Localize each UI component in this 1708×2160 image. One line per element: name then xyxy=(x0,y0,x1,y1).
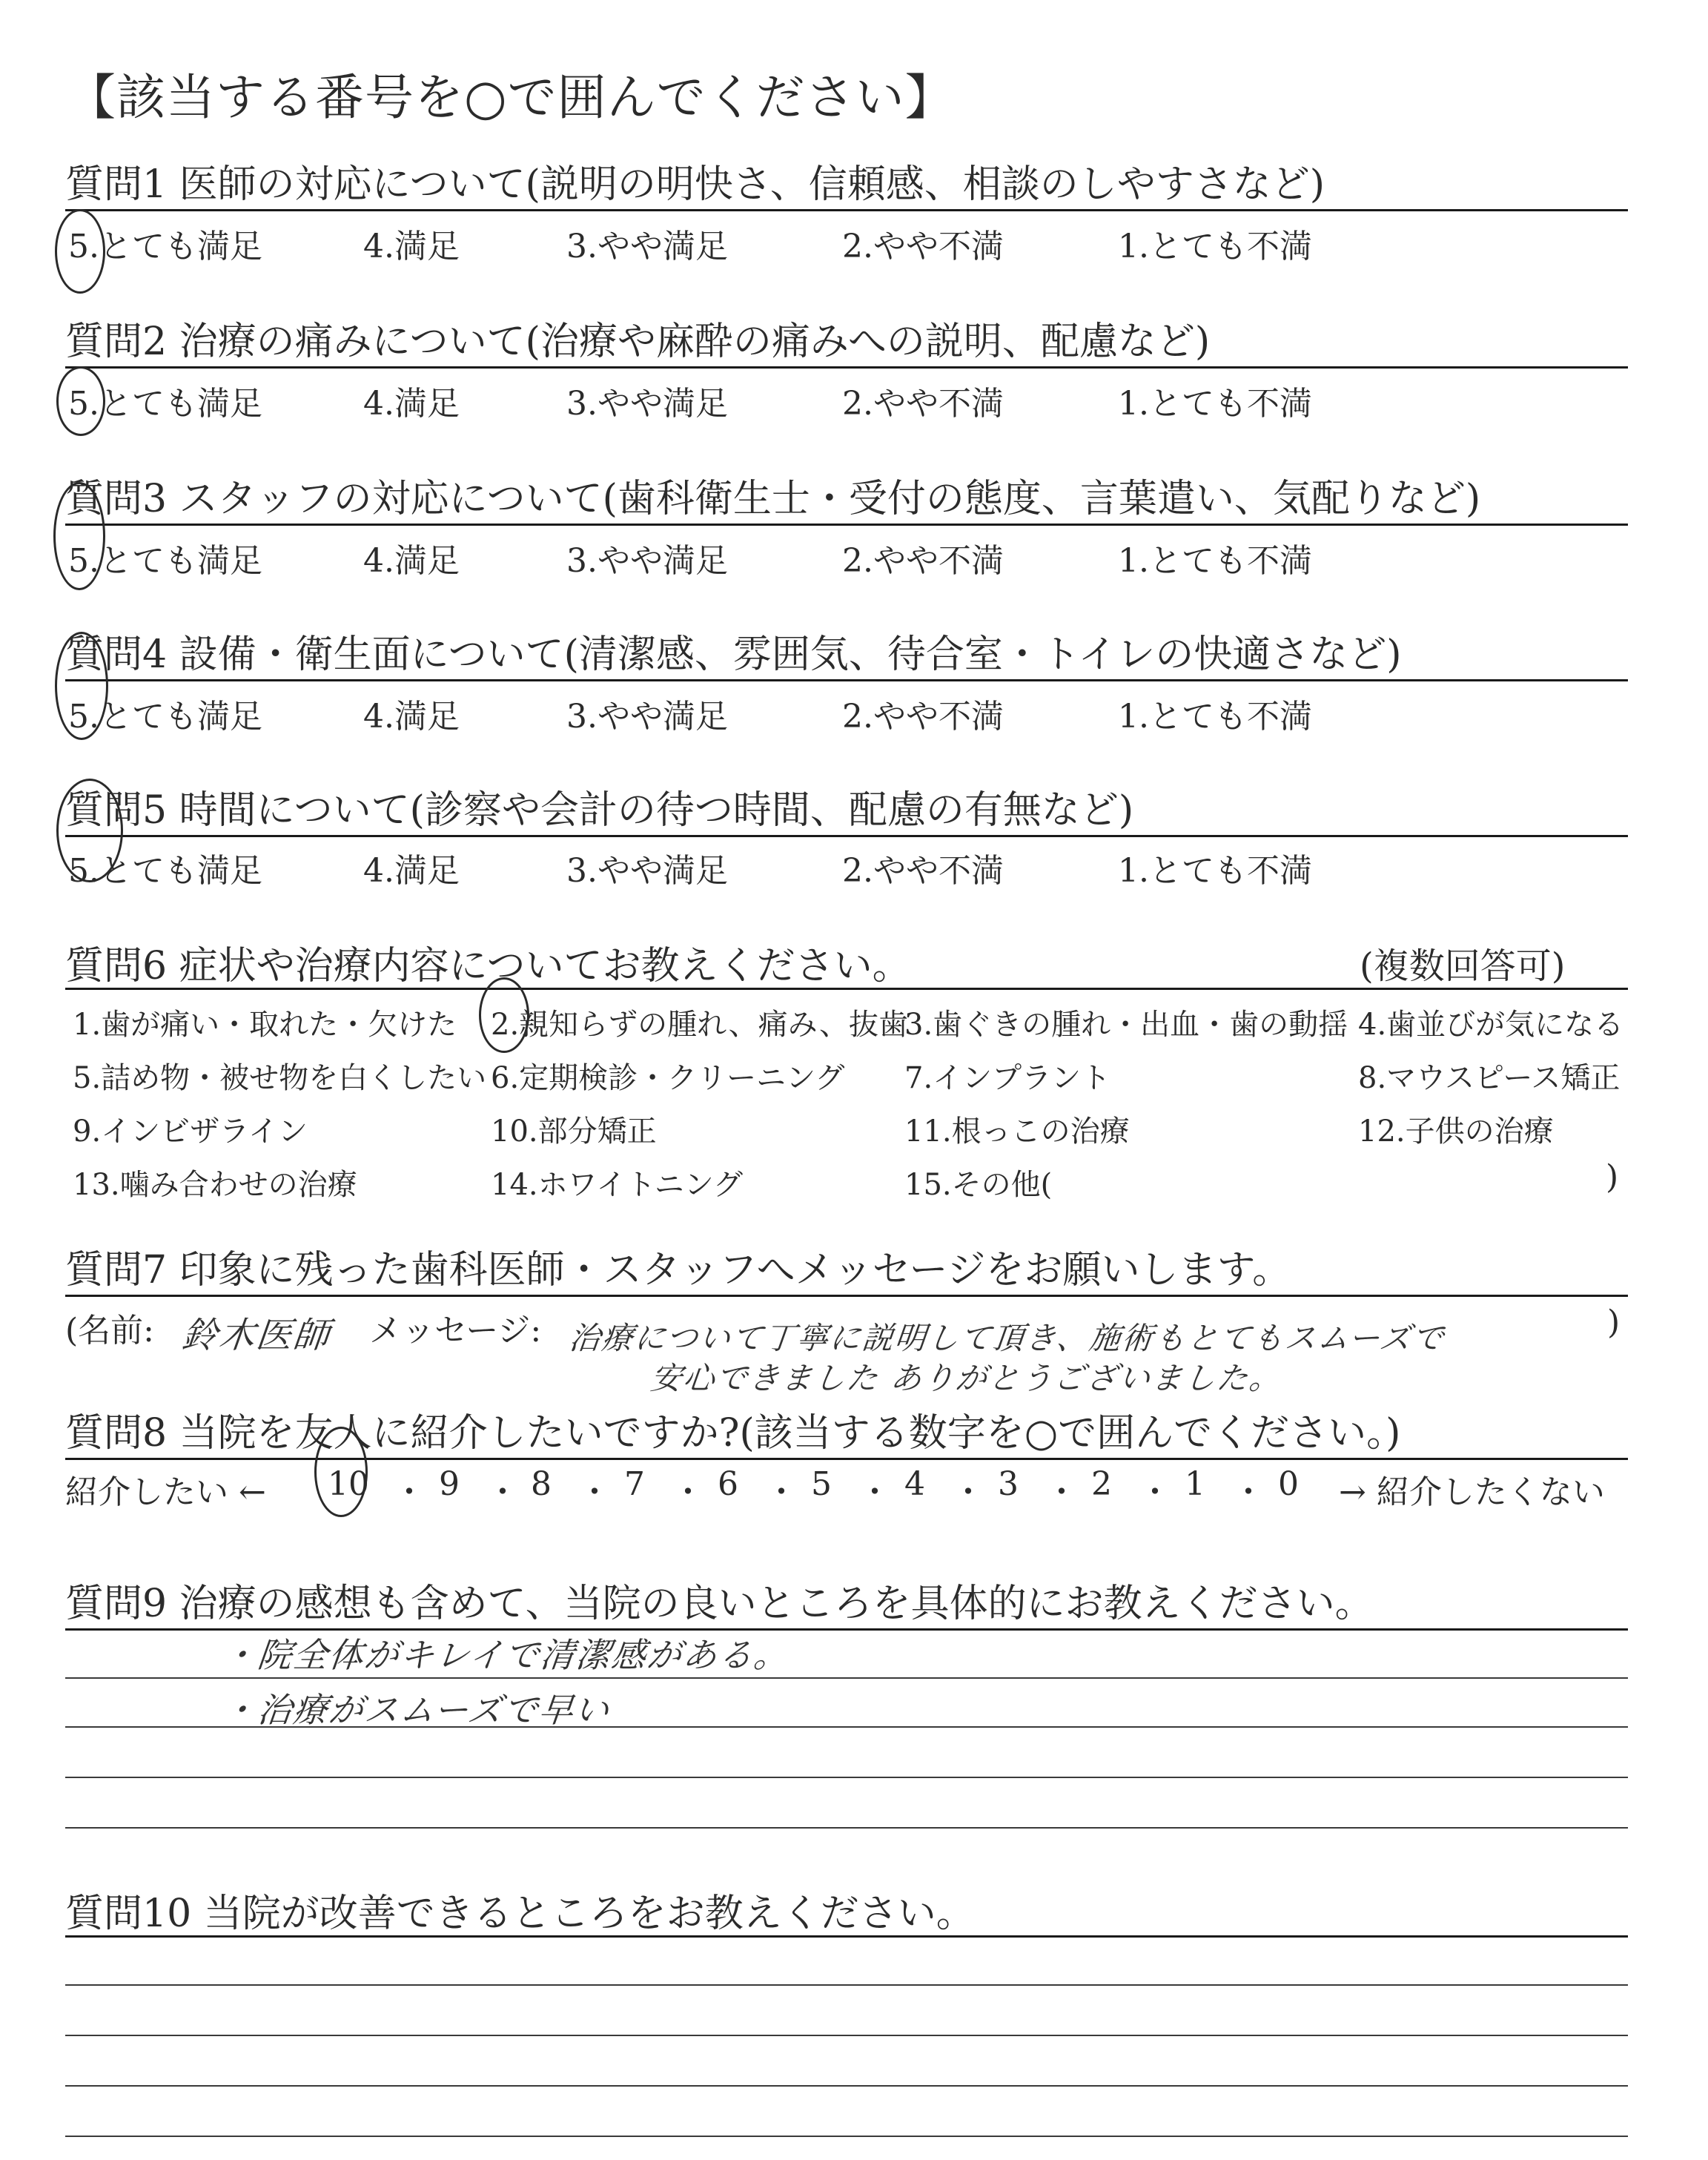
q6-item-15[interactable]: 15.その他( xyxy=(904,1168,1053,1202)
q6-item-5[interactable]: 5.詰め物・被せ物を白くしたい xyxy=(73,1061,487,1095)
question-10-title: 質問10 当院が改善できるところをお教えください。 xyxy=(65,1892,975,1936)
q7-name-label: (名前: xyxy=(65,1312,154,1350)
question-6-title: 質問6 症状や治療内容についてお教えください。 xyxy=(65,944,911,988)
q8-score-8[interactable]: 8 xyxy=(531,1465,552,1503)
q7-close-paren: ) xyxy=(1607,1304,1621,1341)
q8-separator: ・ xyxy=(578,1473,611,1511)
q6-item-8[interactable]: 8.マウスピース矯正 xyxy=(1358,1061,1621,1095)
q9-answer-rule-1 xyxy=(65,1677,1628,1679)
q8-left-label: 紹介したい ← xyxy=(65,1473,266,1511)
q5-option-2[interactable]: 2.やや不満 xyxy=(842,852,1004,890)
question-4-options xyxy=(65,690,1628,734)
question-5-title: 質問5 時間について(診察や会計の待つ時間、配慮の有無など) xyxy=(65,788,1134,833)
question-3-rule xyxy=(65,524,1628,526)
q8-score-1[interactable]: 1 xyxy=(1185,1465,1205,1503)
q8-right-label: → 紹介したくない xyxy=(1339,1473,1605,1511)
q2-option-4[interactable]: 4.満足 xyxy=(363,385,460,423)
q8-score-4[interactable]: 4 xyxy=(904,1465,925,1503)
question-6-note: (複数回答可) xyxy=(1360,945,1566,987)
q8-score-9[interactable]: 9 xyxy=(439,1465,460,1503)
question-9-title: 質問9 治療の感想も含めて、当院の良いところを具体的にお教えください。 xyxy=(65,1582,1374,1626)
question-1-options xyxy=(65,219,1628,264)
question-1-title: 質問1 医師の対応について(説明の明快さ、信頼感、相談のしやすさなど) xyxy=(65,162,1325,207)
q2-option-2[interactable]: 2.やや不満 xyxy=(842,385,1004,423)
question-4-rule xyxy=(65,679,1628,681)
q1-option-3[interactable]: 3.やや満足 xyxy=(566,228,728,265)
question-2-title: 質問2 治療の痛みについて(治療や麻酔の痛みへの説明、配慮など) xyxy=(65,320,1211,364)
question-1-rule xyxy=(65,209,1628,211)
question-5-rule xyxy=(65,835,1628,837)
form-header: 【該当する番号を○で囲んでください】 xyxy=(67,69,955,126)
q9-answer-line-1[interactable]: ・院全体がキレイで清潔感がある。 xyxy=(219,1635,792,1675)
q1-option-1[interactable]: 1.とても不満 xyxy=(1118,228,1312,265)
q3-option-1[interactable]: 1.とても不満 xyxy=(1118,542,1312,580)
q3-option-5[interactable]: 5.とても満足 xyxy=(68,542,262,580)
q6-item-13[interactable]: 13.噛み合わせの治療 xyxy=(73,1168,357,1202)
q10-answer-rule-2 xyxy=(65,2035,1628,2036)
q5-option-1[interactable]: 1.とても不満 xyxy=(1118,852,1312,890)
q6-item-3[interactable]: 3.歯ぐきの腫れ・出血・歯の動揺 xyxy=(904,1008,1348,1042)
q6-item-2[interactable]: 2.親知らずの腫れ、痛み、抜歯 xyxy=(491,1008,908,1042)
q7-message-line-1[interactable]: 治療について丁寧に説明して頂き、施術もとてもスムーズで xyxy=(567,1320,1447,1356)
q3-option-4[interactable]: 4.満足 xyxy=(363,542,460,580)
q8-separator: ・ xyxy=(1045,1473,1078,1511)
q4-option-3[interactable]: 3.やや満足 xyxy=(566,698,728,736)
q9-answer-rule-3 xyxy=(65,1777,1628,1778)
question-6-items xyxy=(65,1001,1628,1223)
q8-separator: ・ xyxy=(1232,1473,1265,1511)
q7-message-line-2[interactable]: 安心できました ありがとうございました。 xyxy=(649,1360,1284,1396)
q8-separator: ・ xyxy=(765,1473,798,1511)
q8-separator: ・ xyxy=(858,1473,891,1511)
q4-option-5[interactable]: 5.とても満足 xyxy=(68,698,262,736)
question-3-options xyxy=(65,534,1628,578)
question-3-title: 質問3 スタッフの対応について(歯科衛生士・受付の態度、言葉遣い、気配りなど) xyxy=(65,477,1481,521)
q9-answer-rule-2 xyxy=(65,1726,1628,1728)
q6-item-1[interactable]: 1.歯が痛い・取れた・欠けた xyxy=(73,1008,457,1042)
q8-separator: ・ xyxy=(952,1473,984,1511)
q6-item-9[interactable]: 9.インビザライン xyxy=(73,1114,308,1149)
q3-option-3[interactable]: 3.やや満足 xyxy=(566,542,728,580)
question-2-rule xyxy=(65,366,1628,369)
question-7-rule xyxy=(65,1295,1628,1297)
question-7-title: 質問7 印象に残った歯科医師・スタッフへメッセージをお願いします。 xyxy=(65,1248,1291,1292)
question-4-title: 質問4 設備・衛生面について(清潔感、雰囲気、待合室・トイレの快適さなど) xyxy=(65,633,1402,677)
question-5-options xyxy=(65,844,1628,888)
q5-option-5[interactable]: 5.とても満足 xyxy=(68,852,262,890)
q8-score-10[interactable]: 10 xyxy=(328,1465,369,1503)
q10-answer-rule-3 xyxy=(65,2085,1628,2087)
q8-separator: ・ xyxy=(486,1473,519,1511)
q1-option-4[interactable]: 4.満足 xyxy=(363,228,460,265)
q4-option-2[interactable]: 2.やや不満 xyxy=(842,698,1004,736)
q6-item-10[interactable]: 10.部分矯正 xyxy=(491,1114,657,1149)
q9-answer-line-2[interactable]: ・治療がスムーズで早い xyxy=(219,1690,612,1730)
q8-score-0[interactable]: 0 xyxy=(1278,1465,1299,1503)
question-10-rule xyxy=(65,1935,1628,1938)
q8-score-6[interactable]: 6 xyxy=(718,1465,738,1503)
q1-option-5[interactable]: 5.とても満足 xyxy=(68,228,262,265)
q8-score-3[interactable]: 3 xyxy=(998,1465,1019,1503)
q6-item-11[interactable]: 11.根っこの治療 xyxy=(904,1114,1130,1149)
q8-separator: ・ xyxy=(1139,1473,1171,1511)
q8-score-7[interactable]: 7 xyxy=(624,1465,645,1503)
question-8-title: 質問8 当院を友人に紹介したいですか?(該当する数字を○で囲んでください。) xyxy=(65,1411,1401,1456)
q6-item-12[interactable]: 12.子供の治療 xyxy=(1358,1114,1554,1149)
question-6-rule xyxy=(65,988,1628,990)
q6-item-4[interactable]: 4.歯並びが気になる xyxy=(1358,1008,1624,1042)
q6-item-14[interactable]: 14.ホワイトニング xyxy=(491,1168,744,1202)
question-8-rule xyxy=(65,1458,1628,1460)
q4-option-4[interactable]: 4.満足 xyxy=(363,698,460,736)
q8-separator: ・ xyxy=(672,1473,704,1511)
q8-scale xyxy=(0,1465,1563,1510)
q7-message-label: メッセージ: xyxy=(369,1312,542,1350)
q6-item-7[interactable]: 7.インプラント xyxy=(904,1061,1111,1095)
q2-option-5[interactable]: 5.とても満足 xyxy=(68,385,262,423)
q7-name-value[interactable]: 鈴木医師 xyxy=(179,1315,333,1356)
q8-score-5[interactable]: 5 xyxy=(811,1465,832,1503)
q6-other-close-paren: ) xyxy=(1606,1158,1619,1196)
q2-option-3[interactable]: 3.やや満足 xyxy=(566,385,728,423)
q3-option-2[interactable]: 2.やや不満 xyxy=(842,542,1004,580)
q10-answer-rule-1 xyxy=(65,1984,1628,1986)
q8-score-2[interactable]: 2 xyxy=(1091,1465,1112,1503)
q5-option-3[interactable]: 3.やや満足 xyxy=(566,852,728,890)
q9-answer-rule-4 xyxy=(65,1827,1628,1829)
question-2-options xyxy=(65,377,1628,421)
q1-option-2[interactable]: 2.やや不満 xyxy=(842,228,1004,265)
q10-answer-rule-4 xyxy=(65,2136,1628,2137)
q2-option-1[interactable]: 1.とても不満 xyxy=(1118,385,1312,423)
q8-separator: ・ xyxy=(393,1473,426,1511)
q5-option-4[interactable]: 4.満足 xyxy=(363,852,460,890)
q4-option-1[interactable]: 1.とても不満 xyxy=(1118,698,1312,736)
q6-item-6[interactable]: 6.定期検診・クリーニング xyxy=(491,1061,845,1095)
